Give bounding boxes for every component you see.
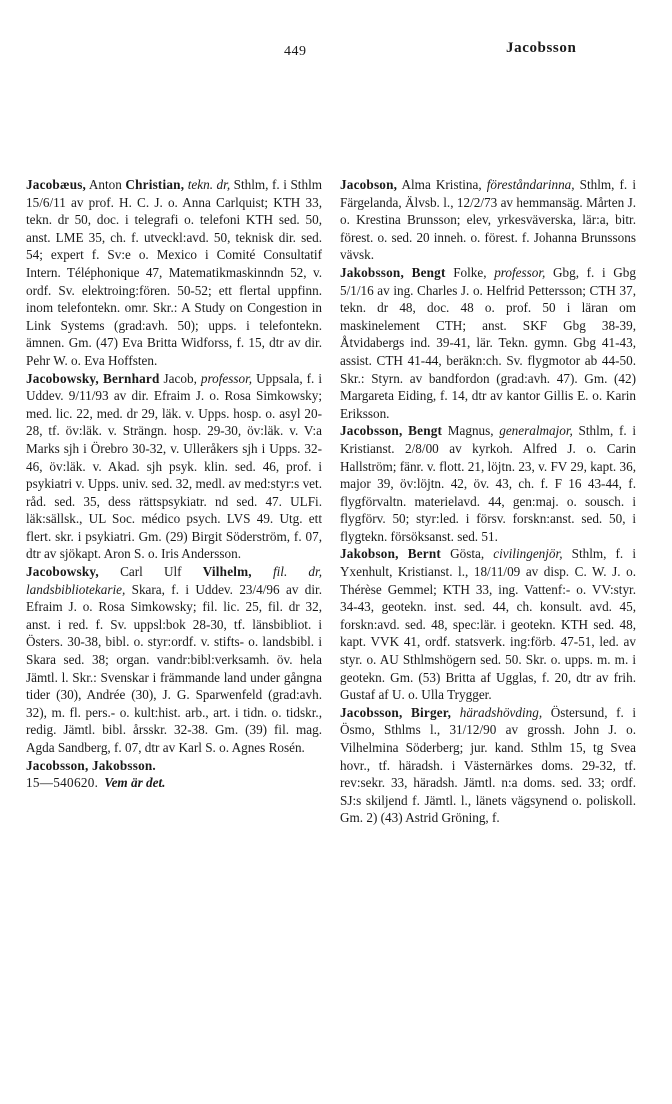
entry-jakobson-bernt bbox=[340, 545, 636, 703]
page-number: 449 bbox=[284, 44, 307, 59]
entry-title: häradshövding, bbox=[451, 704, 543, 720]
entry-given-bold: Bernhard bbox=[102, 370, 160, 386]
entry-body: Gbg, f. i Gbg 5/1/16 av ing. Charles J. o. Helfrid Pettersson; CTH 37, tekn. dr 48, doc. 48 o. prof. 50 i läran om maskinelement CTH; anst. SKF Gbg 38-39, Åtvidabergs ind. 39-41, lär. Tekn. gymn. Gbg 41-43, assist. CTH 41-44, beräkn:ch. Sv. flygmotor ab 44-50. Skr.: Styrn. av bandfordon (grad:avh. 47). Gm. (42) Margareta Eiding, f. 14, dtr av kantor Gillis E. o. Karin Eriksson. bbox=[340, 264, 636, 421]
entry-surname: Jacobæus, bbox=[26, 177, 87, 192]
footer-code: 15—540620. bbox=[26, 775, 99, 791]
entry-surname: Jacobsson, Jakobsson. bbox=[26, 757, 156, 773]
entry-given-post: Folke, bbox=[445, 264, 487, 280]
entry-surname: Jakobsson, bbox=[340, 264, 404, 280]
running-head: Jacobsson bbox=[506, 40, 577, 56]
entry-surname: Jakobson, bbox=[340, 546, 399, 562]
entry-title: professor, bbox=[486, 264, 546, 280]
entry-title: professor, bbox=[196, 370, 253, 386]
entry-given: Carl Ulf bbox=[98, 564, 203, 580]
entry-jacobsson-birger bbox=[340, 704, 636, 827]
entry-given: Alma Kristina, bbox=[397, 177, 482, 192]
entry-title: tekn. dr, bbox=[184, 177, 231, 192]
entry-given: Anton bbox=[86, 177, 126, 192]
footer-note: Vem är det. bbox=[104, 775, 166, 791]
entry-body: Östersund, f. i Ösmo, Sthlms l., 31/12/90 av grossh. John J. o. Vilhelmina Söderberg; jur. kand. Sthlm 15, tg Svea hovr., tf. häradsh. i Västernärkes doms. 29-32, tf. rev:sekr. 33, häradsh. Jämtl. n:a doms. sed. 33; ordf. SJ:s skiljend f. Jämtl. l., länets vägsynend o. poliskoll. Gm. 2) (43) Astrid Gröning, f. bbox=[340, 704, 636, 826]
entry-surname: Jacobson, bbox=[340, 177, 398, 192]
entry-jacobsson-bengt-magnus bbox=[340, 422, 636, 545]
entry-jacobowsky-carl bbox=[26, 563, 322, 757]
entry-body: Sthlm, f. i Yxenhult, Kristianst. l., 18/11/09 av disp. C. W. J. o. Thérèse Gemmel; KTH 33, ing. Vattenf:- o. VV:styr. 34-43, geotekn. inst. sed. 44, ch. konsult. avd. 45, forskn:avd. sed. 48, spec:lär. i geotekn. KTH sed. 48, kapt. VVK 41, ordf. statsverk. ing:förb. 47-51, led. av styr. o. AU Sthlmshögern sed. 50. Skr. o. upps. m. m. i geotekn. Gm. (53) Britta af Ugglas, f. 20, dtr av frih. Gustaf af U. o. Ulla Trygger. bbox=[340, 546, 636, 703]
entry-body: Uppsala, f. i Uddev. 9/11/93 av dir. Efraim J. o. Rosa Simkowsky; med. lic. 22, med. dr 29, läk. v. Upps. hosp. o. asyl 20-28, tf. öv:läk. v. Strängn. hosp. 29-30, öv:läk. v. V:a Marks sjh i Örebro 30-32, v. Ulleråkers sjh i Upps. 32-46, öv:läk. v. Akad. sjh psyk. klin. sed. 46, prof. i psykiatri v. Upps. univ. sed. 32, medl. av med:styr:s vet. råd. sed. 35, dess rättspsykiatr. nd sed. 47. ULFi. läk:sällsk., UL Soc. médico psych. LVS 49. Utg. ett flert. skr. i psykiatri. Gm. (29) Birgit Söderström, f. 07, dtr av sjökapt. Aron S. o. Iris Andersson. bbox=[26, 370, 323, 562]
entry-jacobowsky-bernhard bbox=[26, 370, 322, 564]
entry-title: fil. dr, landsbibliotekarie, bbox=[26, 564, 322, 597]
entry-jacobaeus-anton bbox=[26, 176, 322, 370]
entry-given-post: Gösta, bbox=[440, 546, 485, 562]
entry-jacobsson-ref bbox=[26, 757, 322, 775]
entry-jacobson-alma bbox=[340, 176, 636, 264]
entry-given bbox=[404, 265, 412, 280]
entry-body: Sthlm, f. i Kristianst. 2/8/00 av kyrkoh. Alfred J. o. Carin Hallström; fänr. v. flott. 21, löjtn. 23, v. FV 29, kapt. 36, major 39, öv:löjtn. 42, öv. 43, ch. f. F 16 43-44, f. flygförvaltn. materielavd. 44, gen:maj. o. sousch. i flygförv. 50; styr:led. i försv. forskn:anst. sed. 50, i flygtekn. försöksanst. sed. 51. bbox=[340, 423, 637, 544]
entry-given bbox=[399, 546, 408, 561]
right-column bbox=[340, 176, 636, 827]
entry-surname: Jacobowsky, bbox=[26, 370, 99, 386]
entry-title: civilingenjör, bbox=[484, 546, 563, 562]
entry-surname: Jacobsson, bbox=[340, 704, 403, 720]
left-column bbox=[26, 176, 322, 792]
entry-surname: Jacobowsky, bbox=[26, 564, 99, 580]
entry-given-bold: Vilhelm, bbox=[202, 564, 252, 580]
entry-body: Sthlm, f. i Färgelanda, Älvsb. l., 12/2/73 av hemmansäg. Mårten J. o. Krestina Brunsson; elev, yrkesväverska, lär:a, bitr. förest. o. sed. 20 inneh. o. förest. f. Johanna Brunssons vävsk. bbox=[340, 177, 636, 263]
entry-title: generalmajor, bbox=[493, 423, 573, 439]
entry-body: Sthlm, f. i Sthlm 15/6/11 av prof. H. C. J. o. Anna Carlquist; KTH 33, tekn. dr 50, doc. i telegrafi o. telefoni KTH sed. 50, anst. LME 35, ch. f. utveckl:avd. 50, teknisk dir. sed. 54; expert f. Sv:e o. Mexico i Comité Consultatif Intern. Téléphonique 47, Matematikmaskinndn 52, v. ordf. Sv. elektroing:fören. 50-52; ett flertal uppfinn. inom telefontekn. omr. Skr.: A Study on Congestion in Link Systems (grad:avh. 50); upps. i telefontekn. ämnen. Gm. (47) Eva Britta Widforss, f. 15, dtr av dir. Pehr W. o. Eva Hoffsten. bbox=[26, 177, 322, 368]
entry-body: Skara, f. i Uddev. 23/4/96 av dir. Efraim J. o. Rosa Simkowsky; fil. lic. 25, fil. dr 32, anst. i red. f. Sv. uppsl:bok 28-30, tf. länsbibliot. i Östers. 30-38, bibl. o. styr:ordf. v. stifts- o. landsbibl. i Skara sed. 38; organ. vandr:bibl:verksamh. öv. hela Jämtl. l. Skr.: Svenskar i främmande land under gångna tider (30), Andrée (30), J. G. Sparwenfeld (grad:avh. 32), m. fl. pers.- o. kult:hist. arb., art. i tidn. o. tidskr., redig. Jämtl. bibl. årsskr. 32-38. Gm. (39) fil. mag. Agda Sandberg, f. 07, dtr av Karl S. o. Agnes Rosén. bbox=[26, 581, 322, 755]
entry-given-post: Magnus, bbox=[442, 423, 494, 439]
entry-jakobsson-bengt-folke bbox=[340, 264, 636, 422]
page-footer bbox=[26, 774, 322, 792]
entry-given bbox=[402, 705, 411, 720]
entry-given-bold: Bernt bbox=[407, 546, 441, 562]
entry-given-bold: Bengt bbox=[408, 423, 443, 439]
entry-title: föreståndarinna, bbox=[481, 177, 575, 192]
entry-given-bold: Bengt bbox=[411, 264, 446, 280]
entry-given-bold: Birger, bbox=[411, 704, 452, 720]
entry-given-post: Jacob, bbox=[159, 370, 197, 386]
entry-given-bold: Christian, bbox=[125, 177, 185, 192]
entry-surname: Jacobsson, bbox=[340, 423, 403, 439]
